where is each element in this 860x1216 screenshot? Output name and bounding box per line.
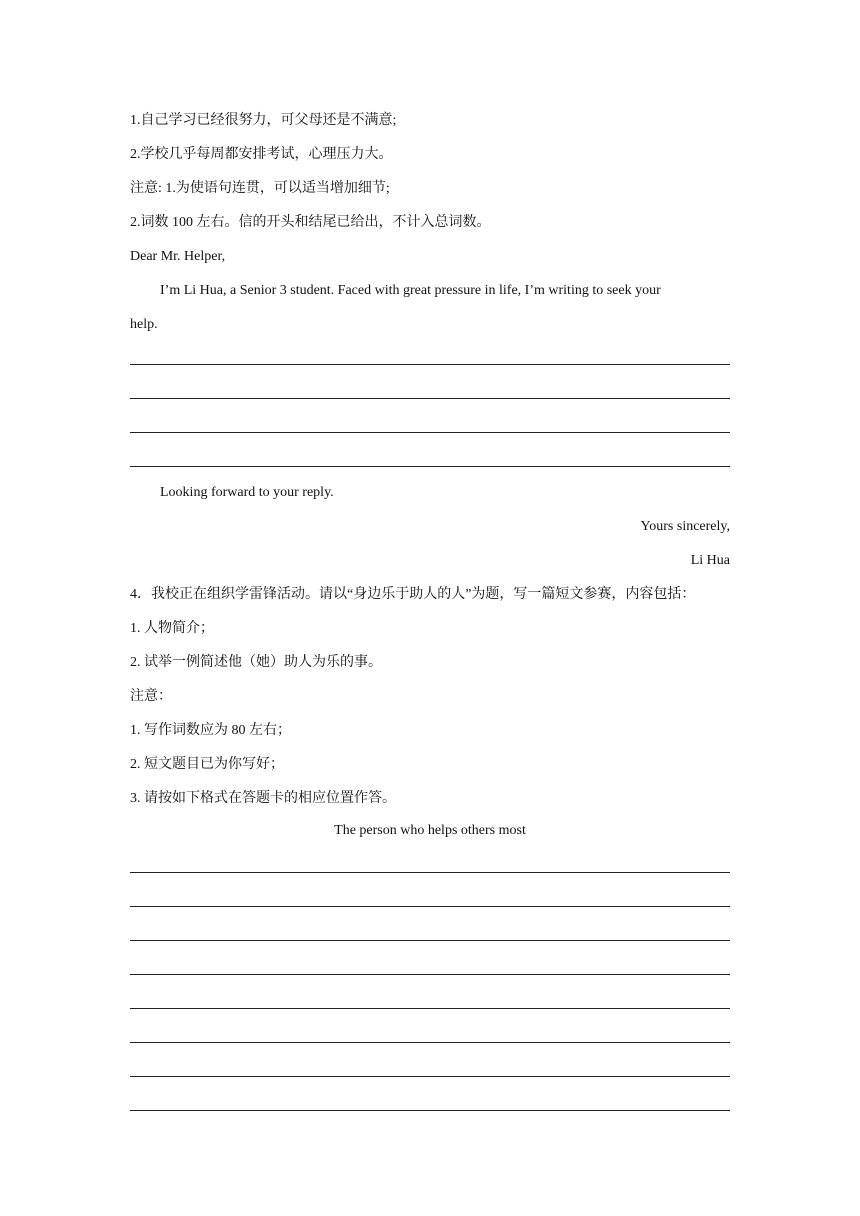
task3-content-item-1: 1.自己学习已经很努力，可父母还是不满意; — [130, 113, 397, 128]
task4-note-2: 2. 短文题目已为你写好； — [130, 757, 284, 772]
task4-notes-heading: 注意： — [130, 689, 172, 704]
letter-sign-off: Yours sincerely, — [640, 519, 730, 534]
task3-note-2: 2.词数 100 左右。信的开头和结尾已给出，不计入总词数。 — [130, 215, 491, 230]
answer-line — [130, 432, 730, 433]
answer-line — [130, 1110, 730, 1111]
letter-opening-line-2: help. — [130, 317, 158, 332]
answer-line — [130, 398, 730, 399]
task4-note-1: 1. 写作词数应为 80 左右； — [130, 723, 291, 738]
answer-line — [130, 940, 730, 941]
task4-note-3: 3. 请按如下格式在答题卡的相应位置作答。 — [130, 791, 396, 806]
worksheet-page — [130, 0, 730, 1216]
letter-opening-line-1: I’m Li Hua, a Senior 3 student. Faced with great pressure in life, I’m writing to seek your — [160, 283, 661, 298]
answer-line — [130, 974, 730, 975]
answer-line — [130, 1042, 730, 1043]
task3-content-item-2: 2.学校几乎每周都安排考试，心理压力大。 — [130, 147, 393, 162]
letter-salutation: Dear Mr. Helper, — [130, 249, 226, 264]
answer-line — [130, 872, 730, 873]
task4-prompt: 4．我校正在组织学雷锋活动。请以“身边乐于助人的人”为题，写一篇短文参赛，内容包括： — [130, 587, 696, 602]
answer-line — [130, 364, 730, 365]
letter-closing: Looking forward to your reply. — [160, 485, 334, 500]
task3-note-1: 注意: 1.为使语句连贯，可以适当增加细节; — [130, 181, 390, 196]
answer-line — [130, 1076, 730, 1077]
task4-content-item-2: 2. 试举一例简述他（她）助人为乐的事。 — [130, 655, 382, 670]
answer-line — [130, 906, 730, 907]
answer-line — [130, 466, 730, 467]
answer-line — [130, 1008, 730, 1009]
essay-title: The person who helps others most — [334, 823, 526, 838]
task4-content-item-1: 1. 人物简介； — [130, 621, 214, 636]
letter-signature: Li Hua — [690, 553, 730, 568]
